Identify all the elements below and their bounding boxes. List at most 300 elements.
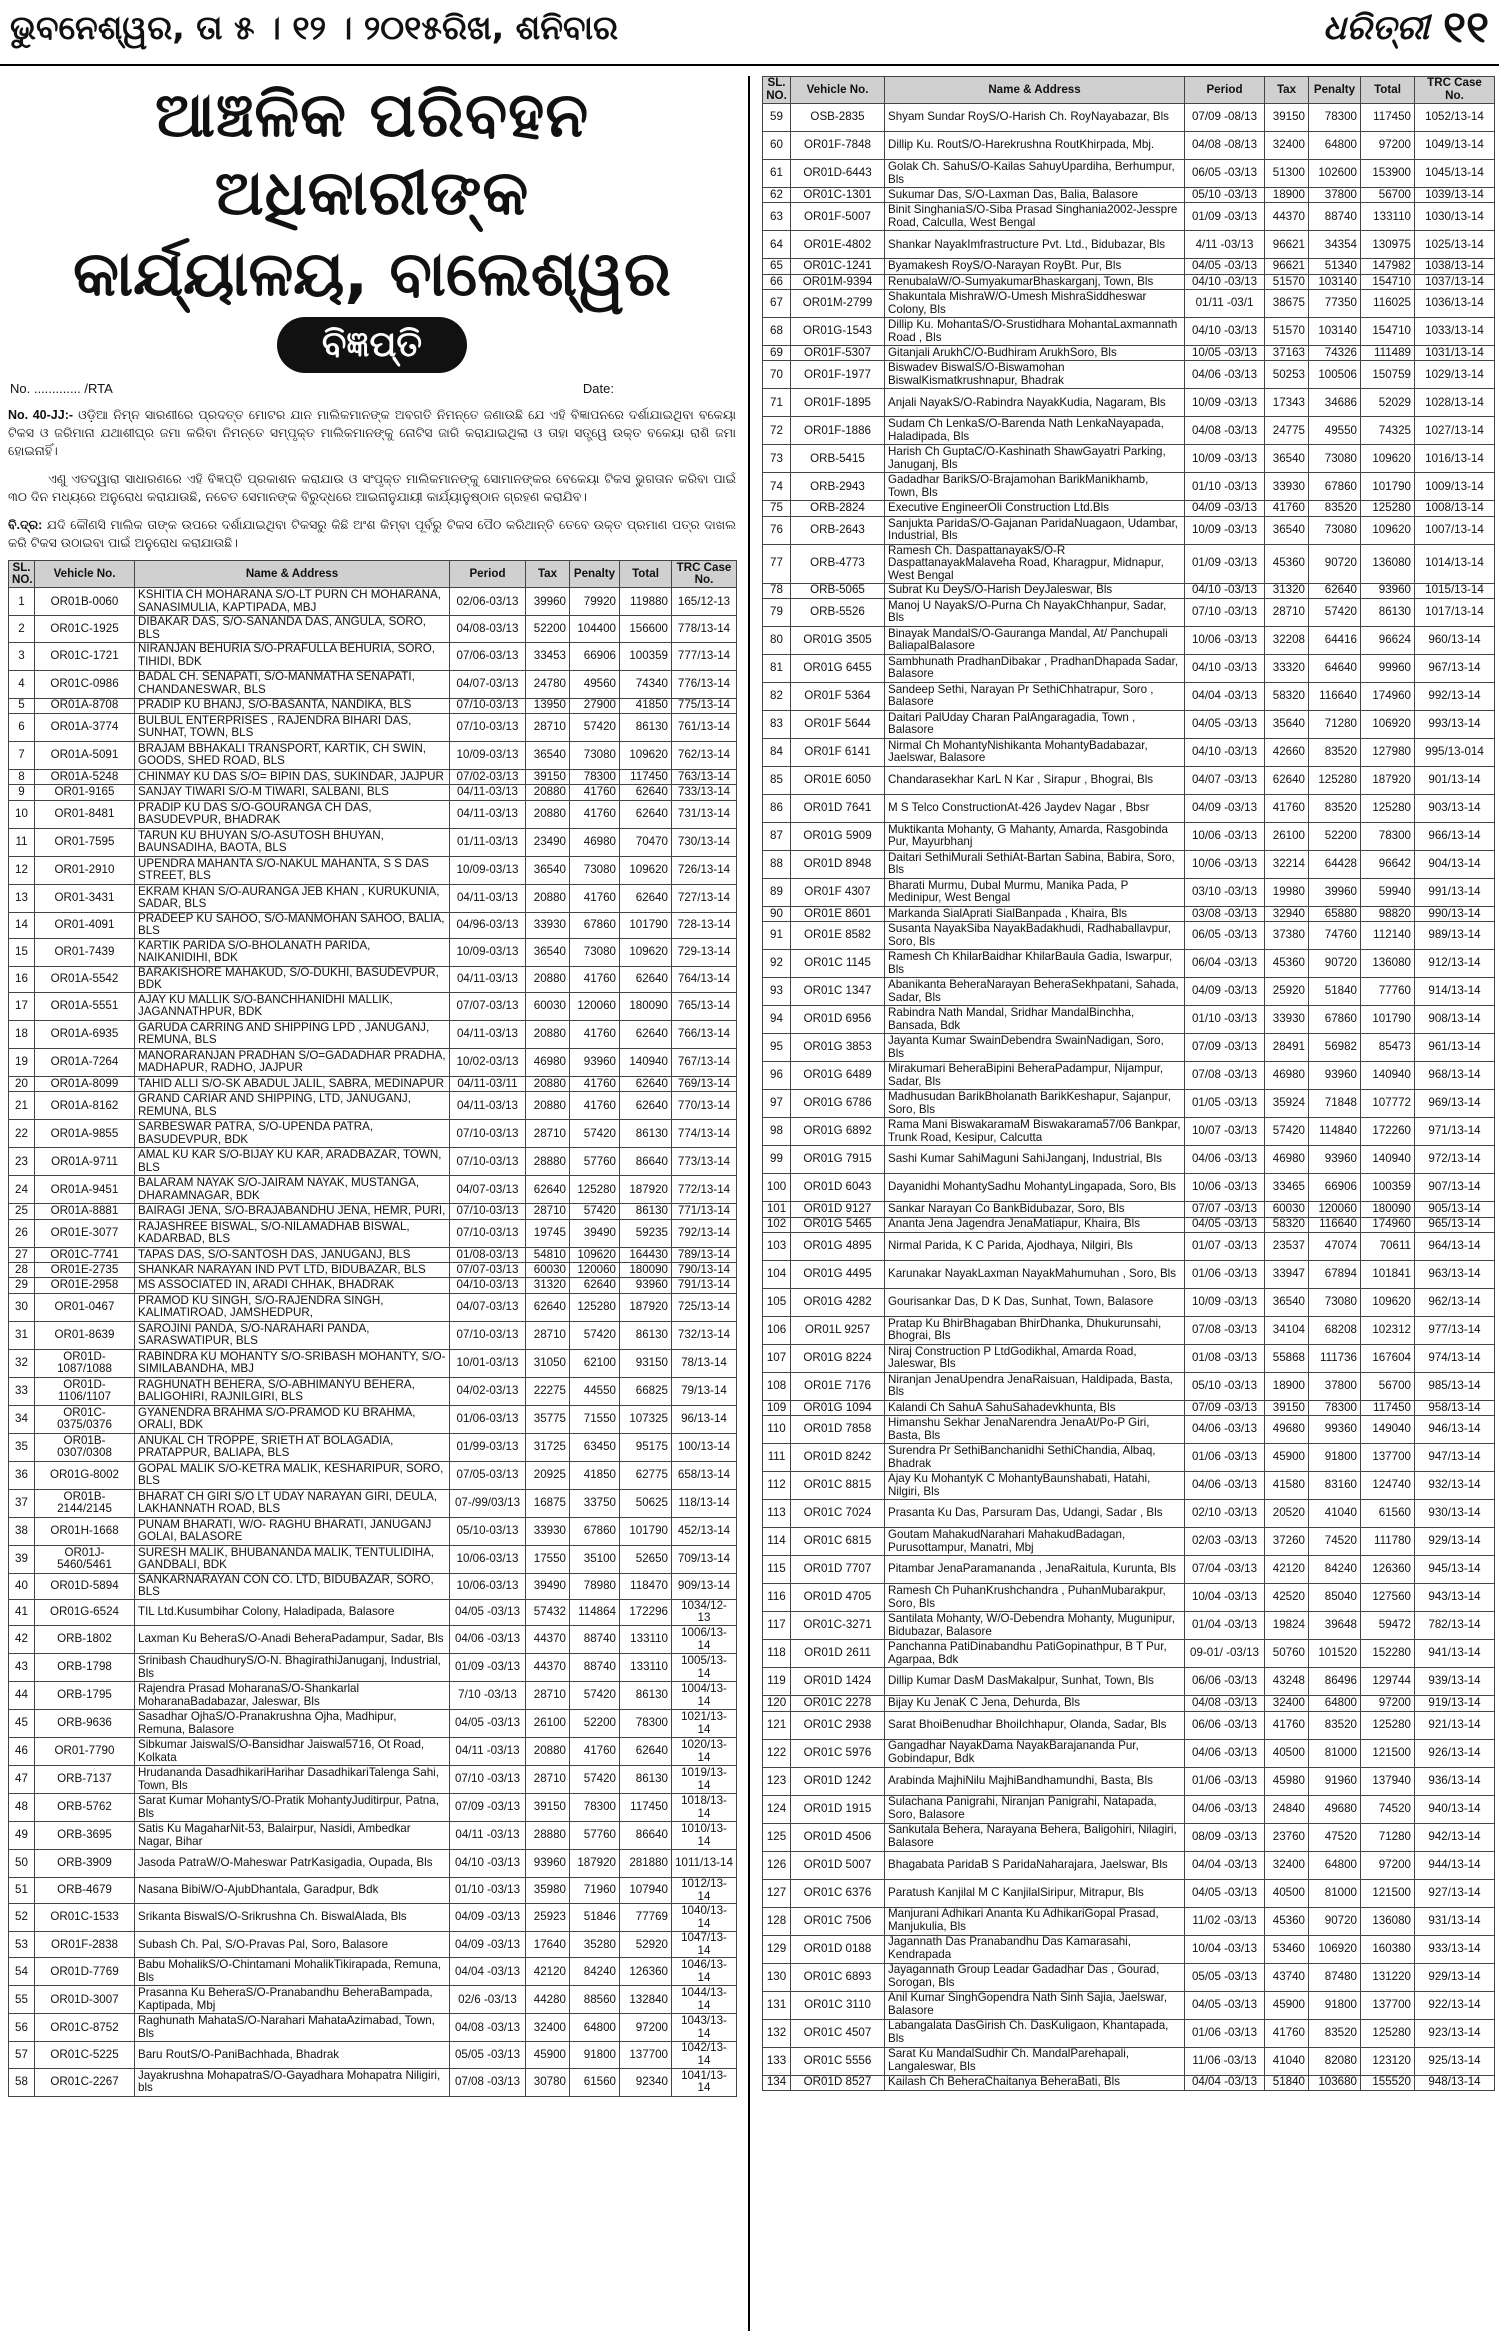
cell-total: 98820 xyxy=(1361,906,1415,921)
cell-sl: 3 xyxy=(9,642,35,670)
cell-total: 66825 xyxy=(620,1377,672,1405)
cell-name-address: Niraj Construction P LtdGodikhal, Amarda Road, Jaleswar, Bls xyxy=(885,1344,1185,1372)
cell-vehicle-no: OR01C 6815 xyxy=(791,1528,885,1556)
cell-name-address: Laxman Ku BeheraS/O-Anadi BeheraPadampur, Sadar, Bls xyxy=(135,1626,450,1654)
cell-total: 86130 xyxy=(620,1682,672,1710)
table-row xyxy=(763,1090,1495,1118)
cell-vehicle-no: OR01-8481 xyxy=(35,800,135,828)
table-row xyxy=(763,1528,1495,1556)
cell-sl: 53 xyxy=(9,1932,35,1958)
cell-sl: 44 xyxy=(9,1682,35,1710)
cell-name-address: Kalandi Ch SahuA SahuSahadevkhunta, Bls xyxy=(885,1400,1185,1415)
cell-penalty: 125280 xyxy=(1309,766,1361,794)
cell-trc-case: 936/13-14 xyxy=(1415,1767,1495,1795)
page-number: ୧୧ xyxy=(1443,2,1489,53)
cell-tax: 38675 xyxy=(1265,290,1309,318)
cell-penalty: 35100 xyxy=(570,1545,620,1573)
cell-name-address: Jagannath Das Pranabandhu Das Kamarasahi, Kendrapada xyxy=(885,1935,1185,1963)
table-row xyxy=(9,1573,737,1599)
cell-trc-case: 930/13-14 xyxy=(1415,1500,1495,1528)
cell-vehicle-no: OR01C 7024 xyxy=(791,1500,885,1528)
cell-vehicle-no: OR01G 4895 xyxy=(791,1232,885,1260)
cell-total: 125280 xyxy=(1361,501,1415,516)
cell-name-address: Gitanjali ArukhC/O-Budhiram ArukhSoro, Bls xyxy=(885,346,1185,361)
cell-total: 136080 xyxy=(1361,950,1415,978)
cell-trc-case: 762/13-14 xyxy=(672,741,737,769)
cell-trc-case: 985/13-14 xyxy=(1415,1372,1495,1400)
cell-vehicle-no: OR01-3431 xyxy=(35,884,135,912)
cell-trc-case: 1027/13-14 xyxy=(1415,417,1495,445)
cell-penalty: 52200 xyxy=(1309,822,1361,850)
cell-trc-case: 165/12-13 xyxy=(672,588,737,616)
cell-tax: 96621 xyxy=(1265,259,1309,274)
cell-trc-case: 989/13-14 xyxy=(1415,922,1495,950)
cell-trc-case: 771/13-14 xyxy=(672,1204,737,1219)
table-row xyxy=(9,1986,737,2014)
cell-period: 07/10-03/13 xyxy=(450,1120,526,1148)
cell-sl: 122 xyxy=(763,1739,791,1767)
cell-name-address: Abanikanta BeheraNarayan BeheraSekhpatani, Sahada, Sadar, Bls xyxy=(885,978,1185,1006)
cell-tax: 25920 xyxy=(1265,978,1309,1006)
cell-vehicle-no: OR01F-2838 xyxy=(35,1932,135,1958)
col-header-total: Total xyxy=(1361,77,1415,104)
cell-name-address: Kailash Ch BeheraChaitanya BeheraBati, Bls xyxy=(885,2075,1185,2090)
table-row xyxy=(763,1372,1495,1400)
cell-vehicle-no: OR01-7790 xyxy=(35,1738,135,1766)
cell-total: 101790 xyxy=(1361,473,1415,501)
notice-paragraph-3 xyxy=(8,516,736,552)
table-row xyxy=(763,1034,1495,1062)
cell-name-address: Daitari SethiMurali SethiAt-Bartan Sabina, Babira, Soro, Bls xyxy=(885,850,1185,878)
cell-penalty: 111736 xyxy=(1309,1344,1361,1372)
cell-penalty: 84240 xyxy=(1309,1556,1361,1584)
cell-period: 10/09 -03/13 xyxy=(1185,516,1265,544)
cell-vehicle-no: OR01J-5460/5461 xyxy=(35,1545,135,1573)
cell-vehicle-no: OR01G-8002 xyxy=(35,1461,135,1489)
cell-name-address: RAGHUNATH BEHERA, S/O-ABHIMANYU BEHERA, BALIGOHIRI, RAJNILGIRI, BLS xyxy=(135,1377,450,1405)
cell-trc-case: 791/13-14 xyxy=(672,1278,737,1293)
table-row xyxy=(763,501,1495,516)
cell-penalty: 87480 xyxy=(1309,1963,1361,1991)
cell-penalty: 34686 xyxy=(1309,389,1361,417)
cell-penalty: 125280 xyxy=(570,1176,620,1204)
cell-tax: 17550 xyxy=(526,1545,570,1573)
cell-name-address: TAPAS DAS, S/O-SANTOSH DAS, JANUGANJ, BLS xyxy=(135,1247,450,1262)
cell-sl: 111 xyxy=(763,1444,791,1472)
cell-sl: 129 xyxy=(763,1935,791,1963)
cell-sl: 104 xyxy=(763,1260,791,1288)
cell-tax: 41760 xyxy=(1265,501,1309,516)
cell-penalty: 39490 xyxy=(570,1219,620,1247)
cell-penalty: 34354 xyxy=(1309,231,1361,259)
cell-name-address: Sankutala Behera, Narayana Behera, Baligohiri, Nilagiri, Balasore xyxy=(885,1823,1185,1851)
cell-name-address: Sudam Ch LenkaS/O-Barenda Nath LenkaNayapada, Haladipada, Bls xyxy=(885,417,1185,445)
cell-vehicle-no: OR01D 1242 xyxy=(791,1767,885,1795)
cell-trc-case: 967/13-14 xyxy=(1415,654,1495,682)
cell-vehicle-no: OR01D 6043 xyxy=(791,1174,885,1202)
cell-name-address: Gourisankar Das, D K Das, Sunhat, Town, Balasore xyxy=(885,1288,1185,1316)
cell-total: 41850 xyxy=(620,698,672,713)
cell-tax: 19980 xyxy=(1265,878,1309,906)
cell-name-address: PRADIP KU BHANJ, S/O-BASANTA, NANDIKA, BLS xyxy=(135,698,450,713)
cell-name-address: Sankar Narayan Co BankBidubazar, Soro, Bls xyxy=(885,1202,1185,1217)
cell-vehicle-no: ORB-1795 xyxy=(35,1682,135,1710)
cell-period: 04/09 -03/13 xyxy=(1185,794,1265,822)
cell-total: 74340 xyxy=(620,670,672,698)
cell-vehicle-no: OR01D 5007 xyxy=(791,1851,885,1879)
cell-total: 59472 xyxy=(1361,1612,1415,1640)
cell-trc-case: 732/13-14 xyxy=(672,1321,737,1349)
cell-total: 121500 xyxy=(1361,1739,1415,1767)
cell-tax: 39960 xyxy=(526,588,570,616)
cell-sl: 27 xyxy=(9,1247,35,1262)
cell-penalty: 47074 xyxy=(1309,1232,1361,1260)
cell-sl: 121 xyxy=(763,1711,791,1739)
cell-sl: 18 xyxy=(9,1020,35,1048)
cell-period: 10/06 -03/13 xyxy=(1185,626,1265,654)
cell-total: 129744 xyxy=(1361,1668,1415,1696)
cell-penalty: 78300 xyxy=(570,769,620,784)
cell-tax: 36540 xyxy=(526,741,570,769)
cell-sl: 1 xyxy=(9,588,35,616)
cell-total: 167604 xyxy=(1361,1344,1415,1372)
cell-name-address: Byamakesh RoyS/O-Narayan RoyBt. Pur, Bls xyxy=(885,259,1185,274)
cell-vehicle-no: OR01C-8752 xyxy=(35,2014,135,2042)
cell-total: 180090 xyxy=(620,992,672,1020)
cell-period: 07/09 -03/13 xyxy=(1185,1400,1265,1415)
cell-vehicle-no: OR01G 3505 xyxy=(791,626,885,654)
notice-badge: ବିଜ୍ଞପ୍ତି xyxy=(277,317,467,373)
cell-period: 04/06 -03/13 xyxy=(1185,1739,1265,1767)
cell-period: 01/09 -03/13 xyxy=(1185,544,1265,583)
table-row xyxy=(763,850,1495,878)
cell-penalty: 85040 xyxy=(1309,1584,1361,1612)
cell-total: 136080 xyxy=(1361,1907,1415,1935)
cell-period: 04/10 -03/13 xyxy=(1185,738,1265,766)
cell-name-address: MS ASSOCIATED IN, ARADI CHHAK, BHADRAK xyxy=(135,1278,450,1293)
cell-trc-case: 968/13-14 xyxy=(1415,1062,1495,1090)
cell-sl: 128 xyxy=(763,1907,791,1935)
defaulters-table-left xyxy=(8,560,737,2096)
cell-sl: 64 xyxy=(763,231,791,259)
cell-sl: 86 xyxy=(763,794,791,822)
cell-sl: 28 xyxy=(9,1263,35,1278)
cell-tax: 33930 xyxy=(526,912,570,938)
cell-sl: 117 xyxy=(763,1612,791,1640)
cell-sl: 55 xyxy=(9,1986,35,2014)
col-header-tax: Tax xyxy=(526,561,570,588)
cell-sl: 22 xyxy=(9,1120,35,1148)
cell-trc-case: 1018/13-14 xyxy=(672,1794,737,1822)
table-row xyxy=(763,822,1495,850)
cell-tax: 51570 xyxy=(1265,274,1309,289)
cell-period: 04/08 -03/13 xyxy=(450,2014,526,2042)
cell-sl: 26 xyxy=(9,1219,35,1247)
table-row xyxy=(9,1204,737,1219)
col-header-vehicle: Vehicle No. xyxy=(35,561,135,588)
cell-vehicle-no: OR01C 2938 xyxy=(791,1711,885,1739)
cell-period: 05/10-03/13 xyxy=(450,1517,526,1545)
cell-tax: 26100 xyxy=(1265,822,1309,850)
cell-period: 02/03 -03/13 xyxy=(1185,1528,1265,1556)
cell-tax: 41040 xyxy=(1265,2047,1309,2075)
cell-trc-case: 1037/13-14 xyxy=(1415,274,1495,289)
cell-sl: 82 xyxy=(763,682,791,710)
cell-trc-case: 761/13-14 xyxy=(672,713,737,741)
cell-tax: 51300 xyxy=(1265,160,1309,188)
table-row xyxy=(9,912,737,938)
table-row xyxy=(9,1076,737,1091)
cell-vehicle-no: OR01D 8242 xyxy=(791,1444,885,1472)
cell-total: 70470 xyxy=(620,828,672,856)
cell-tax: 41760 xyxy=(1265,1711,1309,1739)
cell-tax: 44370 xyxy=(526,1626,570,1654)
col-header-total: Total xyxy=(620,561,672,588)
cell-total: 62640 xyxy=(620,785,672,800)
cell-sl: 40 xyxy=(9,1573,35,1599)
table-row xyxy=(763,950,1495,978)
cell-vehicle-no: OR01D 8948 xyxy=(791,850,885,878)
cell-penalty: 41850 xyxy=(570,1461,620,1489)
cell-total: 174960 xyxy=(1361,1217,1415,1232)
cell-total: 101790 xyxy=(1361,1006,1415,1034)
cell-tax: 39150 xyxy=(526,769,570,784)
cell-tax: 42660 xyxy=(1265,738,1309,766)
cell-trc-case: 1029/13-14 xyxy=(1415,361,1495,389)
cell-vehicle-no: ORB-3695 xyxy=(35,1822,135,1850)
col-header-sl: SL. NO. xyxy=(9,561,35,588)
cell-penalty: 83520 xyxy=(1309,794,1361,822)
right-column xyxy=(762,76,1494,2091)
cell-vehicle-no: OR01-4091 xyxy=(35,912,135,938)
cell-vehicle-no: OR01C-1533 xyxy=(35,1904,135,1932)
table-row xyxy=(9,1738,737,1766)
cell-trc-case: 1010/13-14 xyxy=(672,1822,737,1850)
cell-name-address: EKRAM KHAN S/O-AURANGA JEB KHAN , KURUKUNIA, SADAR, BLS xyxy=(135,884,450,912)
table-row xyxy=(9,966,737,992)
table-row xyxy=(763,1739,1495,1767)
cell-tax: 40500 xyxy=(1265,1879,1309,1907)
cell-penalty: 125280 xyxy=(570,1293,620,1321)
table-row xyxy=(763,361,1495,389)
table-row xyxy=(763,290,1495,318)
cell-name-address: Ananta Jena Jagendra JenaMatiapur, Khaira, Bls xyxy=(885,1217,1185,1232)
cell-penalty: 41760 xyxy=(570,800,620,828)
cell-vehicle-no: OR01C 8815 xyxy=(791,1472,885,1500)
notice-title-line2: କାର୍ଯ୍ୟାଳୟ, ବାଲେଶ୍ୱର xyxy=(73,237,671,310)
cell-period: 05/05 -03/13 xyxy=(450,2042,526,2068)
cell-penalty: 93960 xyxy=(570,1048,620,1076)
cell-trc-case: 1043/13-14 xyxy=(672,2014,737,2042)
cell-vehicle-no: OR01C-5225 xyxy=(35,2042,135,2068)
cell-tax: 45900 xyxy=(1265,1991,1309,2019)
cell-vehicle-no: OR01C 5976 xyxy=(791,1739,885,1767)
cell-trc-case: 903/13-14 xyxy=(1415,794,1495,822)
cell-period: 10/06-03/13 xyxy=(450,1545,526,1573)
cell-tax: 33930 xyxy=(526,1517,570,1545)
cell-period: 01/10 -03/13 xyxy=(1185,473,1265,501)
cell-name-address: Subrat Ku DeyS/O-Harish DeyJaleswar, Bls xyxy=(885,583,1185,598)
col-header-period: Period xyxy=(450,561,526,588)
cell-total: 118470 xyxy=(620,1573,672,1599)
cell-period: 10/05 -03/13 xyxy=(1185,346,1265,361)
cell-penalty: 46980 xyxy=(570,828,620,856)
cell-total: 137700 xyxy=(620,2042,672,2068)
cell-sl: 51 xyxy=(9,1878,35,1904)
cell-total: 124740 xyxy=(1361,1472,1415,1500)
cell-period: 06/04 -03/13 xyxy=(1185,950,1265,978)
cell-trc-case: 1009/13-14 xyxy=(1415,473,1495,501)
cell-vehicle-no: OR01D 4506 xyxy=(791,1823,885,1851)
cell-sl: 11 xyxy=(9,828,35,856)
cell-tax: 46980 xyxy=(526,1048,570,1076)
cell-trc-case: 727/13-14 xyxy=(672,884,737,912)
cell-vehicle-no: OR01E 6050 xyxy=(791,766,885,794)
cell-tax: 45360 xyxy=(1265,544,1309,583)
cell-total: 126360 xyxy=(620,1958,672,1986)
cell-period: 10/09-03/13 xyxy=(450,938,526,966)
cell-sl: 13 xyxy=(9,884,35,912)
cell-trc-case: 946/13-14 xyxy=(1415,1416,1495,1444)
cell-tax: 16875 xyxy=(526,1489,570,1517)
cell-vehicle-no: OR01G 6892 xyxy=(791,1118,885,1146)
cell-tax: 20880 xyxy=(526,1076,570,1091)
note-label: ବି.ଦ୍ର: xyxy=(8,518,43,533)
cell-tax: 45980 xyxy=(1265,1767,1309,1795)
cell-period: 02/06-03/13 xyxy=(450,588,526,616)
cell-sl: 49 xyxy=(9,1822,35,1850)
cell-trc-case: 919/13-14 xyxy=(1415,1696,1495,1711)
table-row xyxy=(763,346,1495,361)
cell-total: 78300 xyxy=(620,1710,672,1738)
cell-trc-case: 1042/13-14 xyxy=(672,2042,737,2068)
table-row xyxy=(763,1118,1495,1146)
cell-penalty: 109620 xyxy=(570,1247,620,1262)
col-header-tax: Tax xyxy=(1265,77,1309,104)
cell-trc-case: 789/13-14 xyxy=(672,1247,737,1262)
cell-name-address: Manoj U NayakS/O-Purna Ch NayakChhanpur, Sadar, Bls xyxy=(885,598,1185,626)
cell-total: 174960 xyxy=(1361,682,1415,710)
table-row xyxy=(9,1349,737,1377)
cell-trc-case: 923/13-14 xyxy=(1415,2019,1495,2047)
cell-sl: 17 xyxy=(9,992,35,1020)
cell-name-address: Prasanta Ku Das, Parsuram Das, Udangi, Sadar , Bls xyxy=(885,1500,1185,1528)
cell-period: 06/05 -03/13 xyxy=(1185,922,1265,950)
cell-name-address: BADAL CH. SENAPATI, S/O-MANMATHA SENAPATI, CHANDANESWAR, BLS xyxy=(135,670,450,698)
cell-tax: 42520 xyxy=(1265,1584,1309,1612)
cell-period: 10/01-03/13 xyxy=(450,1349,526,1377)
cell-name-address: Labangalata DasGirish Ch. DasKuligaon, Khantapada, Bls xyxy=(885,2019,1185,2047)
table-row xyxy=(763,1991,1495,2019)
cell-sl: 118 xyxy=(763,1640,791,1668)
cell-vehicle-no: OR01D-5894 xyxy=(35,1573,135,1599)
cell-tax: 32400 xyxy=(1265,132,1309,160)
cell-total: 93150 xyxy=(620,1349,672,1377)
cell-total: 131220 xyxy=(1361,1963,1415,1991)
cell-trc-case: 1040/13-14 xyxy=(672,1904,737,1932)
cell-vehicle-no: ORB-1802 xyxy=(35,1626,135,1654)
cell-trc-case: 1012/13-14 xyxy=(672,1878,737,1904)
cell-name-address: RenubalaW/O-SumyakumarBhaskarganj, Town, Bls xyxy=(885,274,1185,289)
cell-name-address: PRADIP KU DAS S/O-GOURANGA CH DAS, BASUDEVPUR, BHADRAK xyxy=(135,800,450,828)
cell-penalty: 120060 xyxy=(570,1263,620,1278)
cell-name-address: PRAMOD KU SINGH, S/O-RAJENDRA SINGH, KALIMATIROAD, JAMSHEDPUR, xyxy=(135,1293,450,1321)
cell-sl: 6 xyxy=(9,713,35,741)
cell-total: 71280 xyxy=(1361,1823,1415,1851)
cell-penalty: 41760 xyxy=(570,966,620,992)
cell-tax: 37260 xyxy=(1265,1528,1309,1556)
cell-total: 107940 xyxy=(620,1878,672,1904)
cell-name-address: Muktikanta Mohanty, G Mahanty, Amarda, Rasgobinda Pur, Mayurbhanj xyxy=(885,822,1185,850)
cell-name-address: Sarat Kumar MohantyS/O-Pratik MohantyJuditirpur, Patna, Bls xyxy=(135,1794,450,1822)
cell-trc-case: 1020/13-14 xyxy=(672,1738,737,1766)
cell-penalty: 84240 xyxy=(570,1958,620,1986)
cell-total: 62640 xyxy=(620,884,672,912)
cell-total: 97200 xyxy=(1361,132,1415,160)
cell-penalty: 77350 xyxy=(1309,290,1361,318)
cell-name-address: Anjali NayakS/O-Rabindra NayakKudia, Nagaram, Bls xyxy=(885,389,1185,417)
cell-tax: 45900 xyxy=(526,2042,570,2068)
table-row xyxy=(9,670,737,698)
cell-sl: 7 xyxy=(9,741,35,769)
cell-vehicle-no: ORB-2824 xyxy=(791,501,885,516)
cell-sl: 67 xyxy=(763,290,791,318)
cell-sl: 87 xyxy=(763,822,791,850)
cell-trc-case: 96/13-14 xyxy=(672,1405,737,1433)
cell-name-address: Pratap Ku BhirBhagaban BhirDhanka, Dhukurunsahi, Bhograi, Bls xyxy=(885,1316,1185,1344)
cell-total: 56700 xyxy=(1361,1372,1415,1400)
table-row xyxy=(763,654,1495,682)
cell-sl: 116 xyxy=(763,1584,791,1612)
cell-period: 04/11-03/13 xyxy=(450,1092,526,1120)
cell-name-address: Nirmal Parida, K C Parida, Ajodhaya, Nilgiri, Bls xyxy=(885,1232,1185,1260)
cell-period: 03/08 -03/13 xyxy=(1185,906,1265,921)
cell-penalty: 67860 xyxy=(1309,1006,1361,1034)
cell-name-address: Executive EngineerOli Construction Ltd.Bls xyxy=(885,501,1185,516)
cell-name-address: Sarat BhoiBenudhar BhoiIchhapur, Olanda, Sadar, Bls xyxy=(885,1711,1185,1739)
cell-total: 59235 xyxy=(620,1219,672,1247)
cell-name-address: Jayakrushna MohapatraS/O-Gayadhara Mohapatra Niligiri, bls xyxy=(135,2068,450,2096)
cell-vehicle-no: OR01D 1915 xyxy=(791,1795,885,1823)
cell-sl: 5 xyxy=(9,698,35,713)
cell-trc-case: 792/13-14 xyxy=(672,1219,737,1247)
cell-period: 04/09 -03/13 xyxy=(1185,501,1265,516)
table-row xyxy=(9,1048,737,1076)
cell-vehicle-no: OR01C 1145 xyxy=(791,950,885,978)
cell-name-address: Sasadhar OjhaS/O-Pranakrushna Ojha, Madhipur, Remuna, Balasore xyxy=(135,1710,450,1738)
table-row xyxy=(9,1654,737,1682)
cell-tax: 36540 xyxy=(1265,1288,1309,1316)
cell-name-address: Mirakumari BeheraBipini BeheraPadampur, Nijampur, Sadar, Bls xyxy=(885,1062,1185,1090)
cell-tax: 44370 xyxy=(526,1654,570,1682)
cell-vehicle-no: OR01C-1301 xyxy=(791,188,885,203)
cell-name-address: NIRANJAN BEHURIA S/O-PRAFULLA BEHURIA, SORO, TIHIDI, BDK xyxy=(135,642,450,670)
cell-name-address: KSHITIA CH MOHARANA S/O-LT PURN CH MOHARANA, SANASIMULIA, KAPTIPADA, MBJ xyxy=(135,588,450,616)
cell-trc-case: 775/13-14 xyxy=(672,698,737,713)
table-row xyxy=(9,1278,737,1293)
cell-vehicle-no: OR01D-1087/1088 xyxy=(35,1349,135,1377)
cell-name-address: Rama Mani BiswakaramaM Biswakarama57/06 Bankpar, Trunk Road, Kesipur, Calcutta xyxy=(885,1118,1185,1146)
cell-name-address: Nirmal Ch MohantyNishikanta MohantyBadabazar, Jaelswar, Balasore xyxy=(885,738,1185,766)
cell-tax: 33465 xyxy=(1265,1174,1309,1202)
cell-period: 04/05 -03/13 xyxy=(1185,1217,1265,1232)
cell-trc-case: 728-13-14 xyxy=(672,912,737,938)
masthead xyxy=(1323,2,1489,53)
cell-total: 78300 xyxy=(1361,822,1415,850)
cell-trc-case: 100/13-14 xyxy=(672,1433,737,1461)
cell-trc-case: 1028/13-14 xyxy=(1415,389,1495,417)
cell-tax: 58320 xyxy=(1265,682,1309,710)
